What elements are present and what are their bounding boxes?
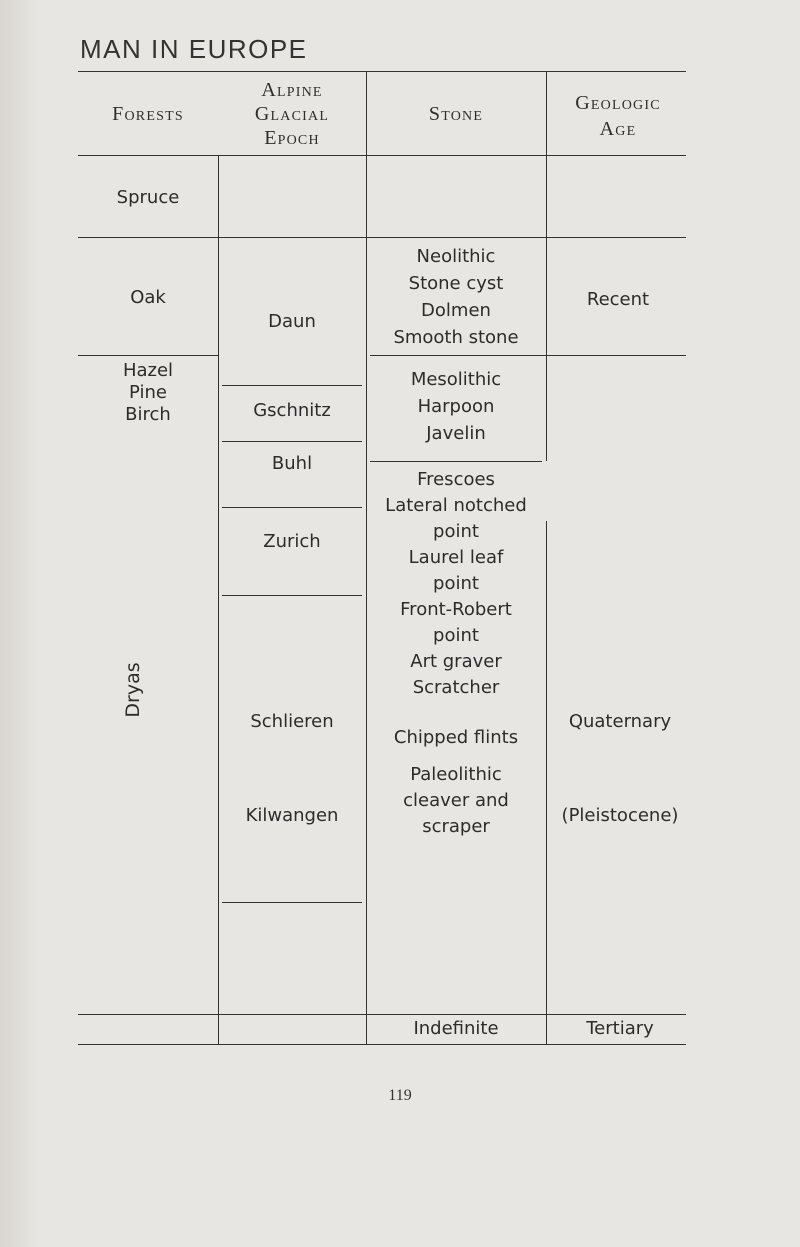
stone-paleolithic-line-3: scraper	[422, 816, 490, 837]
page-number: 119	[388, 1087, 412, 1104]
geologic-tertiary: Tertiary	[586, 1018, 654, 1039]
row-rule-alpine-kilwangen	[222, 902, 362, 903]
page-edge-shadow	[0, 0, 40, 1247]
stone-neolithic-line-2: Stone cyst	[408, 273, 504, 294]
col-rule-2	[366, 71, 367, 1044]
table-bottom-rule	[78, 1044, 686, 1045]
forest-oak: Oak	[130, 287, 166, 308]
stone-neolithic-line-1: Neolithic	[416, 246, 496, 267]
stone-item-lateral-notched: Lateral notched	[385, 495, 527, 516]
alpine-gschnitz: Gschnitz	[253, 400, 331, 421]
row-rule-alpine-buhl	[222, 507, 362, 508]
stone-item-point-3: point	[433, 625, 479, 646]
row-rule-spruce	[78, 237, 686, 238]
header-geologic-line-1: Geologic	[575, 92, 661, 114]
col-rule-1	[218, 155, 219, 1044]
alpine-schlieren: Schlieren	[250, 711, 334, 732]
stone-neolithic	[370, 243, 542, 351]
stone-mesolithic-line-3: Javelin	[426, 423, 486, 444]
forest-hazel-pine-birch	[78, 360, 218, 426]
stone-paleolithic	[370, 762, 542, 840]
alpine-buhl: Buhl	[271, 453, 313, 474]
forest-birch: Birch	[125, 404, 171, 425]
forest-pine: Pine	[129, 382, 167, 403]
stone-mesolithic	[370, 366, 542, 447]
stone-item-laurel-leaf: Laurel leaf	[408, 547, 504, 568]
header-rule	[78, 155, 686, 156]
stone-paleolithic-line-1: Paleolithic	[410, 764, 502, 785]
forest-hazel: Hazel	[122, 360, 174, 381]
row-rule-forest-oak	[78, 355, 218, 356]
row-rule-alpine-zurich	[222, 595, 362, 596]
forest-dryas: Dryas	[122, 662, 144, 718]
stone-item-frescoes: Frescoes	[417, 469, 495, 490]
running-head: MAN IN EUROPE	[80, 34, 308, 64]
stone-neolithic-line-4: Smooth stone	[393, 327, 519, 348]
stone-item-art-graver: Art graver	[410, 651, 502, 672]
alpine-kilwangen: Kilwangen	[245, 805, 339, 826]
row-rule-stone-neolithic	[370, 355, 686, 356]
header-forests: Forests	[112, 103, 184, 125]
geologic-pleistocene: (Pleistocene)	[561, 805, 679, 826]
header-alpine-line-2: Glacial	[254, 103, 330, 125]
stone-neolithic-line-3: Dolmen	[421, 300, 491, 321]
stone-mesolithic-line-1: Mesolithic	[410, 369, 502, 390]
row-rule-alpine-gschnitz	[222, 441, 362, 442]
stone-item-front-robert: Front-Robert	[400, 599, 512, 620]
header-alpine-line-3: Epoch	[264, 127, 320, 149]
stone-paleolithic-line-2: cleaver and	[403, 790, 509, 811]
stone-paleolithic-items	[370, 467, 542, 701]
stone-item-scratcher: Scratcher	[412, 677, 500, 698]
geologic-quaternary: Quaternary	[568, 711, 672, 732]
alpine-daun: Daun	[268, 311, 316, 332]
row-rule-stone-mesolithic	[370, 461, 542, 462]
col-rule-3b	[546, 521, 547, 1044]
stone-indefinite: Indefinite	[413, 1018, 499, 1039]
geologic-recent: Recent	[586, 289, 650, 310]
stone-chipped-flints: Chipped flints	[393, 727, 519, 748]
alpine-zurich: Zurich	[263, 531, 321, 552]
header-alpine-line-1: Alpine	[261, 79, 323, 101]
header-alpine-glacial-epoch	[222, 78, 362, 150]
header-stone: Stone	[428, 103, 484, 125]
stone-mesolithic-line-2: Harpoon	[417, 396, 495, 417]
table-top-rule	[78, 71, 686, 72]
header-geologic-line-2: Age	[599, 118, 637, 140]
header-geologic-age	[550, 90, 686, 142]
stone-item-point-2: point	[433, 573, 479, 594]
stone-item-point-1: point	[433, 521, 479, 542]
row-rule-alpine-daun	[222, 385, 362, 386]
forest-spruce: Spruce	[116, 187, 180, 208]
col-rule-3a	[546, 71, 547, 461]
